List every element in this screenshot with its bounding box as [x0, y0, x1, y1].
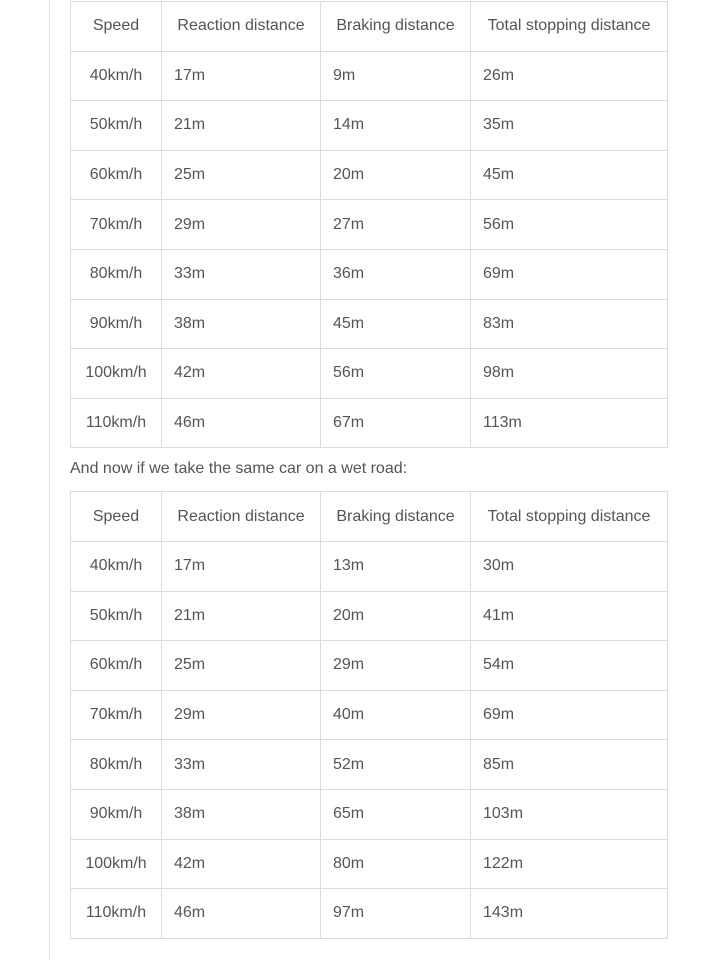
dry-road-stopping-table — [70, 1, 668, 448]
total-stopping-distance-cell: 103m — [471, 789, 668, 839]
total-stopping-distance-cell: 122m — [471, 839, 668, 889]
reaction-distance-cell: 42m — [162, 349, 321, 399]
braking-distance-cell: 80m — [321, 839, 471, 889]
speed-cell: 60km/h — [71, 150, 162, 200]
speed-cell: 80km/h — [71, 249, 162, 299]
total-stopping-distance-cell: 83m — [471, 299, 668, 349]
speed-cell: 90km/h — [71, 299, 162, 349]
reaction-distance-cell: 17m — [162, 51, 321, 101]
table-row — [71, 299, 668, 349]
speed-cell: 100km/h — [71, 349, 162, 399]
table-header-row — [71, 2, 668, 52]
speed-cell: 40km/h — [71, 541, 162, 591]
table-row — [71, 349, 668, 399]
reaction-distance-cell: 17m — [162, 541, 321, 591]
table-row — [71, 740, 668, 790]
speed-cell: 50km/h — [71, 591, 162, 641]
speed-cell: 60km/h — [71, 641, 162, 691]
article-content — [70, 1, 667, 939]
reaction-distance-cell: 33m — [162, 249, 321, 299]
total-stopping-distance-cell: 143m — [471, 889, 668, 939]
speed-cell: 80km/h — [71, 740, 162, 790]
braking-distance-cell: 29m — [321, 641, 471, 691]
content-left-border — [49, 0, 50, 960]
header-reaction-distance: Reaction distance — [162, 492, 321, 542]
speed-cell: 110km/h — [71, 889, 162, 939]
table-row — [71, 641, 668, 691]
braking-distance-cell: 20m — [321, 150, 471, 200]
table-row — [71, 398, 668, 448]
table-row — [71, 839, 668, 889]
table-row — [71, 889, 668, 939]
table-row — [71, 51, 668, 101]
total-stopping-distance-cell: 69m — [471, 690, 668, 740]
total-stopping-distance-cell: 56m — [471, 200, 668, 250]
braking-distance-cell: 52m — [321, 740, 471, 790]
reaction-distance-cell: 21m — [162, 591, 321, 641]
header-total-stopping-distance: Total stopping distance — [471, 492, 668, 542]
speed-cell: 100km/h — [71, 839, 162, 889]
table-row — [71, 690, 668, 740]
table-row — [71, 249, 668, 299]
reaction-distance-cell: 42m — [162, 839, 321, 889]
wet-road-intro-text: And now if we take the same car on a wet road: — [70, 460, 408, 478]
reaction-distance-cell: 29m — [162, 200, 321, 250]
total-stopping-distance-cell: 85m — [471, 740, 668, 790]
header-braking-distance: Braking distance — [321, 492, 471, 542]
braking-distance-cell: 97m — [321, 889, 471, 939]
header-braking-distance: Braking distance — [321, 2, 471, 52]
table-row — [71, 789, 668, 839]
total-stopping-distance-cell: 41m — [471, 591, 668, 641]
total-stopping-distance-cell: 98m — [471, 349, 668, 399]
total-stopping-distance-cell: 35m — [471, 101, 668, 151]
total-stopping-distance-cell: 54m — [471, 641, 668, 691]
total-stopping-distance-cell: 69m — [471, 249, 668, 299]
table-row — [71, 200, 668, 250]
total-stopping-distance-cell: 26m — [471, 51, 668, 101]
table-row — [71, 541, 668, 591]
braking-distance-cell: 40m — [321, 690, 471, 740]
speed-cell: 70km/h — [71, 690, 162, 740]
total-stopping-distance-cell: 113m — [471, 398, 668, 448]
braking-distance-cell: 56m — [321, 349, 471, 399]
reaction-distance-cell: 46m — [162, 398, 321, 448]
reaction-distance-cell: 21m — [162, 101, 321, 151]
speed-cell: 90km/h — [71, 789, 162, 839]
reaction-distance-cell: 38m — [162, 789, 321, 839]
table-row — [71, 591, 668, 641]
braking-distance-cell: 45m — [321, 299, 471, 349]
header-total-stopping-distance: Total stopping distance — [471, 2, 668, 52]
braking-distance-cell: 27m — [321, 200, 471, 250]
braking-distance-cell: 13m — [321, 541, 471, 591]
speed-cell: 40km/h — [71, 51, 162, 101]
reaction-distance-cell: 29m — [162, 690, 321, 740]
reaction-distance-cell: 46m — [162, 889, 321, 939]
table-row — [71, 150, 668, 200]
speed-cell: 50km/h — [71, 101, 162, 151]
header-reaction-distance: Reaction distance — [162, 2, 321, 52]
header-speed: Speed — [71, 492, 162, 542]
total-stopping-distance-cell: 30m — [471, 541, 668, 591]
braking-distance-cell: 36m — [321, 249, 471, 299]
braking-distance-cell: 65m — [321, 789, 471, 839]
table-header-row — [71, 492, 668, 542]
reaction-distance-cell: 25m — [162, 150, 321, 200]
reaction-distance-cell: 38m — [162, 299, 321, 349]
braking-distance-cell: 9m — [321, 51, 471, 101]
speed-cell: 70km/h — [71, 200, 162, 250]
reaction-distance-cell: 25m — [162, 641, 321, 691]
reaction-distance-cell: 33m — [162, 740, 321, 790]
wet-road-stopping-table — [70, 491, 668, 938]
braking-distance-cell: 67m — [321, 398, 471, 448]
table-row — [71, 101, 668, 151]
total-stopping-distance-cell: 45m — [471, 150, 668, 200]
speed-cell: 110km/h — [71, 398, 162, 448]
header-speed: Speed — [71, 2, 162, 52]
braking-distance-cell: 14m — [321, 101, 471, 151]
braking-distance-cell: 20m — [321, 591, 471, 641]
